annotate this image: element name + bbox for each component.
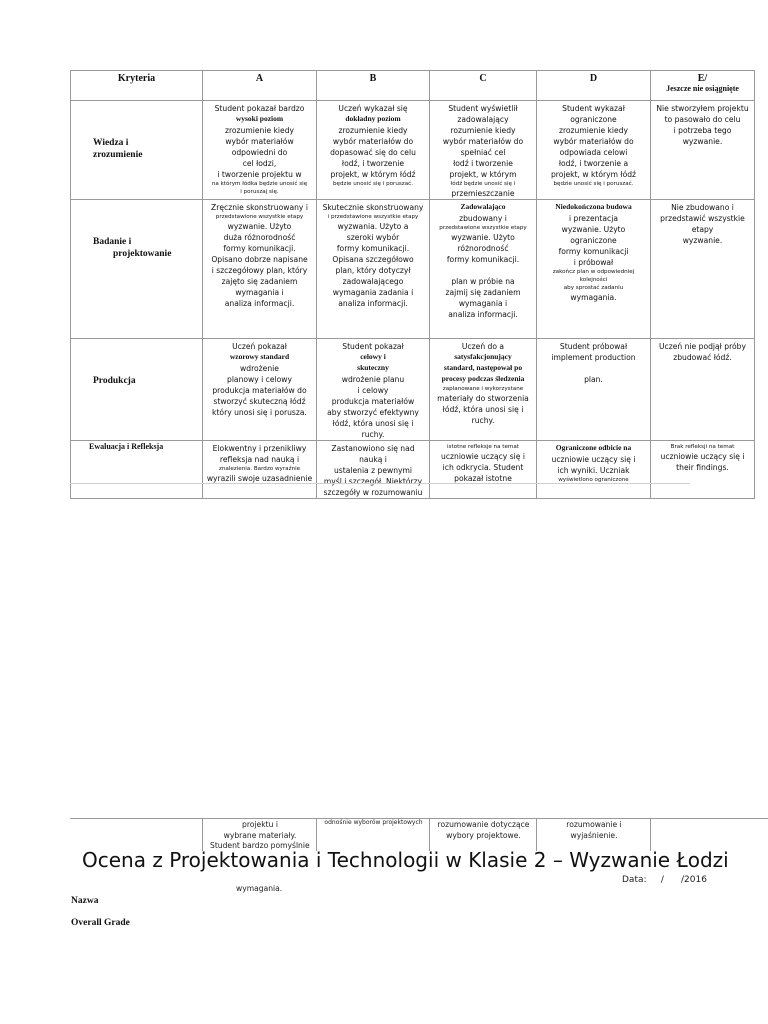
row-badanie [71, 200, 755, 339]
rubric-cell-c [430, 101, 537, 200]
cell-line: wyzwanie. Użyto [451, 233, 515, 243]
cell-line: Student wyświetlił [448, 104, 518, 113]
rubric-cell-a [203, 200, 317, 339]
cell-line: wymagania zadania i [332, 288, 414, 298]
cell-line: aby stworzyć efektywny [327, 407, 419, 417]
cell-line: plan w próbie na [451, 277, 515, 287]
cell-line: będzie unosić się i poruszać. [332, 180, 414, 187]
rubric-cell-d [537, 440, 651, 498]
criterion-label: Produkcja [93, 376, 136, 387]
rubric-table [70, 70, 755, 499]
rubric-cell-d [537, 339, 651, 441]
header-e [651, 71, 755, 101]
cell-line: i szczegółowy plan, który [211, 266, 308, 276]
cell-line: cel łodzi, [242, 158, 277, 168]
criterion-cell [71, 440, 203, 498]
cell-line: znalezienia. Bardzo wyraźnie [218, 465, 301, 472]
cell-line: przedstawione wszystkie etapy [439, 224, 527, 231]
criterion-label: Ewaluacja i Refleksja [89, 441, 164, 451]
cell-line: Nie stworzyłem projektu [656, 104, 749, 113]
cell-line: Zadowalająco [460, 202, 506, 212]
cell-line [432, 265, 534, 276]
cell-line: zbudowany i [459, 213, 507, 223]
rubric-cell-d [537, 200, 651, 339]
cell-line: produkcja materiałów [331, 396, 415, 406]
rubric-cell-d [537, 101, 651, 200]
rubric-header-row [71, 71, 755, 101]
cell-line: i tworzenie projektu w [217, 169, 302, 179]
header-e-label: E/ [697, 73, 708, 84]
cell-line: dopasować się do celu [330, 147, 416, 157]
cell-line: formy komunikacji. [223, 244, 296, 254]
cell-line: Uczeń wykazał się [338, 104, 408, 113]
cell-line: their findings. [676, 462, 729, 472]
cell-line: ich wyniki. Uczniak [557, 465, 630, 475]
header-b: B [317, 71, 430, 101]
rubric-cell-b [317, 101, 430, 200]
cell-line: zrozumienie kiedy [338, 125, 408, 135]
cell-line: rozumienie kiedy [450, 126, 516, 135]
cell-line: to pasowało do celu [664, 115, 741, 124]
cell-line: Zastanowiono się nad nauką i [331, 443, 415, 464]
cell-line: Nie zbudowano i [671, 203, 734, 213]
cell-line: refleksja nad nauką i [219, 454, 300, 464]
cell-line: analiza informacji. [338, 299, 408, 309]
cell-line: wyzwania. Użyto a [337, 222, 409, 232]
cell-line: formy komunikacji [558, 246, 629, 256]
lower-col-d [536, 819, 651, 851]
ghost-text: wymagania. [236, 884, 283, 893]
cell-line: Uczeń do a [461, 342, 505, 352]
rubric-cell-c [430, 339, 537, 441]
lower-d-line: rozumowanie i [566, 820, 622, 829]
cell-line: na którym łódka będzie unosić się [211, 180, 308, 187]
cell-line: i celowy [357, 385, 389, 395]
cell-line: Uczeń pokazał [232, 342, 287, 352]
cell-line: Zręcznie skonstruowany i [211, 203, 308, 213]
cell-line: szeroki wybór [346, 233, 400, 243]
rubric-cell-b [317, 339, 430, 441]
lower-col-c [429, 819, 537, 851]
cell-line: Student pokazał [342, 342, 404, 352]
cell-line: spełniać cel [460, 148, 506, 157]
criterion-cell [71, 200, 203, 339]
criterion-label: Wiedza i [93, 138, 129, 148]
criterion-cell [71, 339, 203, 441]
cell-line: duża różnorodność [223, 233, 296, 243]
row-ewaluacja [71, 440, 755, 498]
lower-b-line: odnośnie wyborów projektowych [324, 819, 423, 826]
lower-c-line: wybory projektowe. [446, 831, 521, 840]
cell-line: dokładny poziom [345, 114, 401, 123]
cell-line: skuteczny [357, 362, 389, 372]
cell-line: wyzwanie. [682, 236, 723, 246]
cell-line: przedstawić wszystkie etapy [660, 214, 745, 235]
cell-line: Student pokazał bardzo [214, 104, 305, 113]
cell-line: wzorowy standard [229, 352, 290, 362]
row-produkcja [71, 339, 755, 441]
header-c: C [430, 71, 537, 101]
rubric-cell-a [203, 339, 317, 441]
cell-line: projekt, w którym łódź [550, 170, 637, 179]
cell-line: zakończ plan w odpowiedniej kolejności [552, 268, 635, 284]
cell-line: Opisano dobrze napisane [211, 255, 308, 265]
cell-line: wyrazili swoje uzasadnienie [206, 473, 313, 483]
date-field: Data: / /2016 [622, 875, 707, 885]
cell-line: przedstawione wszystkie etapy [215, 214, 304, 221]
rubric-cell-b [317, 200, 430, 339]
cell-line: Ograniczone odbicie na [555, 442, 632, 452]
cell-line: analiza informacji. [224, 299, 295, 309]
cell-line: Student próbował [559, 342, 628, 352]
lower-a-line: wybrane materiały. [223, 831, 297, 840]
cell-line: łodź i tworzenie [453, 159, 513, 168]
cell-line: i prezentacja [568, 213, 618, 223]
cell-line: łodź, i tworzenie a [558, 159, 629, 168]
cell-line: aby sprostać zadaniu [563, 285, 624, 292]
rubric-cell-c [430, 440, 537, 498]
cell-line: planowy i celowy [227, 374, 292, 384]
cell-line: różnorodność [457, 244, 509, 254]
cell-line: i przedstawione wszystkie etapy [327, 214, 419, 221]
cell-line: ich odkrycia. Student [442, 462, 524, 472]
cell-line: istotne refleksje na temat [446, 443, 519, 450]
cell-line: zajęto się zadaniem [221, 277, 298, 287]
cell-line: uczniowie uczący się i [441, 451, 525, 461]
cell-line: produkcja materiałów do [212, 385, 307, 395]
cell-line: wyzwanie. Użyto [227, 222, 292, 232]
cell-line: wybór materiałów do [553, 137, 634, 146]
cell-line: Skutecznie skonstruowany [322, 203, 424, 213]
lower-c-line: rozumowanie dotyczące [437, 820, 530, 829]
cell-line: materiały do stworzenia [437, 393, 529, 403]
cell-line: projekt, w którym [449, 170, 517, 179]
cell-line: plan, który dotyczył zadowalającego [335, 266, 411, 287]
cell-line: uczniowie uczący się i [660, 451, 745, 461]
cell-line: łódź, która unosi się i [442, 404, 524, 414]
rubric-cell-a [203, 440, 317, 498]
lower-table-fragment [70, 818, 768, 851]
cell-line: łódź będzie unosić się i [450, 181, 516, 187]
cell-line: szczegóły w rozumowaniu [323, 487, 423, 497]
cell-line: formy komunikacji. [446, 255, 520, 265]
cell-line: który unosi się i porusza. [212, 407, 307, 417]
cell-line: Opisana szczegółowo [332, 255, 414, 265]
cell-line: wyzwanie. Użyto ograniczone [561, 224, 626, 245]
cell-line: wybór materiałów do [332, 136, 414, 146]
cell-line: wyświetlono ograniczone [558, 476, 629, 483]
criterion-label: Badanie i [93, 237, 132, 248]
cell-line: wymagania. [570, 293, 617, 303]
cell-line: odpowiada celowi [559, 148, 628, 157]
criterion-label: projektowanie [113, 249, 172, 260]
cell-line: i poruszaj się. [240, 188, 279, 195]
cell-line: zbudować łódź. [673, 353, 732, 363]
cell-line: Niedokończona budowa [555, 202, 632, 212]
header-d: D [537, 71, 651, 101]
rubric-cell-b [317, 440, 430, 498]
cell-line: wymagania i [235, 288, 284, 298]
criterion-label: zrozumienie [93, 150, 143, 161]
cell-line: ruchy. [471, 415, 495, 425]
rubric-cell-a [203, 101, 317, 200]
cell-line: ustalenia z pewnymi [333, 465, 413, 475]
cell-line: wdrożenie planu [341, 374, 405, 384]
cell-line [539, 363, 648, 374]
cell-line: zajmij się zadaniem [445, 288, 521, 298]
cell-line: pokazał istotne [454, 473, 512, 483]
header-e-sub: Jeszcze nie osiągnięte [666, 84, 739, 93]
rubric-cell-e [651, 339, 755, 441]
cell-line: i potrzeba tego [673, 126, 732, 135]
cell-line: zrozumienie kiedy [558, 126, 629, 135]
cell-line: Brak refleksji na temat [670, 443, 735, 450]
cell-line: zrozumienie kiedy [224, 125, 295, 135]
lower-col-b [316, 819, 430, 851]
rubric-cell-c [430, 200, 537, 339]
cell-line: przemieszczanie [451, 189, 515, 199]
cell-line: celowy i [360, 352, 386, 362]
cell-line: standard, następował po procesy podczas śledzenia [441, 362, 525, 383]
cell-line: Student wykazał ograniczone [562, 104, 625, 124]
lower-d-line: wyjaśnienie. [570, 831, 618, 840]
lower-a-line: projektu i [242, 820, 278, 829]
cell-line: Elokwentny i przenikliwy [212, 443, 307, 453]
divider-line [70, 483, 690, 484]
cell-line: uczniowie uczący się i [551, 454, 636, 464]
rubric-cell-e [651, 200, 755, 339]
cell-line: ruchy. [361, 429, 385, 439]
cell-line: łodź, i tworzenie [341, 158, 405, 168]
cell-line: i próbował [573, 257, 614, 267]
page-title: Ocena z Projektowania i Technologii w Klasie 2 – Wyzwanie Łodzi [82, 848, 729, 872]
name-label: Nazwa [71, 896, 99, 906]
cell-line: plan. [584, 375, 603, 385]
cell-line: wdrożenie [240, 363, 279, 373]
cell-line: wyzwanie. [682, 137, 723, 146]
cell-line: zaplanowane i wykorzystane [442, 385, 524, 392]
row-wiedza [71, 101, 755, 200]
cell-line: łódź, która unosi się i [332, 418, 414, 428]
cell-line: implement production [551, 353, 636, 363]
cell-line: myśl i szczegół. Niektórzy [323, 476, 423, 486]
cell-line: będzie unosić się i poruszać. [553, 181, 634, 187]
criterion-cell [71, 101, 203, 200]
lower-col-e [650, 819, 768, 851]
cell-line: wybór materiałów odpowiedni do [225, 136, 294, 157]
cell-line: Uczeń nie podjął próby [659, 342, 746, 352]
cell-line: formy komunikacji. [336, 244, 410, 254]
cell-line: wybór materiałów do [442, 137, 524, 146]
cell-line: analiza informacji. [448, 310, 518, 320]
header-kryteria: Kryteria [71, 71, 203, 101]
cell-line: zadowalający [457, 115, 509, 124]
rubric-cell-e [651, 440, 755, 498]
cell-line: stworzyć skuteczną łódź [213, 396, 306, 406]
cell-line: satysfakcjonujący [454, 352, 512, 362]
rubric-cell-e [651, 101, 755, 200]
lower-a-extra: Student bardzo pomyślnie [210, 841, 310, 850]
header-a: A [203, 71, 317, 101]
overall-grade-label: Overall Grade [71, 918, 130, 928]
cell-line: wysoki poziom [235, 114, 284, 123]
cell-line: wymagania i [458, 299, 508, 309]
cell-line: projekt, w którym łódź [330, 169, 416, 179]
